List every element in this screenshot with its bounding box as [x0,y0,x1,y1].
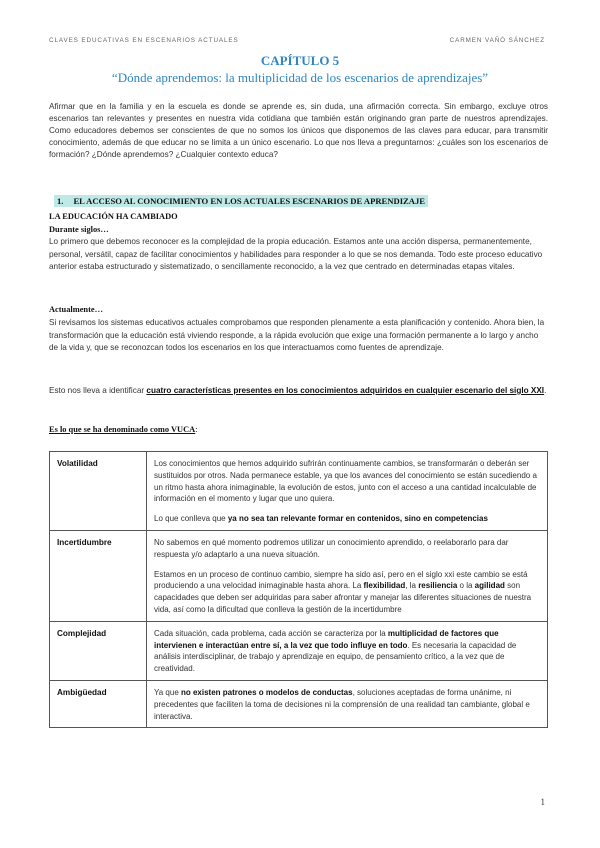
chapter-title: CAPÍTULO 5 [260,53,340,68]
description-paragraph [154,513,540,525]
description-paragraph [154,687,540,722]
section-heading-highlight [54,195,428,207]
bold-run: resiliencia [418,581,458,591]
text-run: o la [457,581,475,591]
description-cell [147,530,548,621]
bold-run: flexibilidad [363,581,406,591]
subheading: LA EDUCACIÓN HA CAMBIADO [49,212,178,221]
lead-paragraph [49,385,549,398]
table-row [50,621,548,680]
section-number: 1. [57,196,64,206]
text-run: Cada situación, cada problema, cada acción se caracteriza por la [154,628,388,638]
description-paragraph [154,628,540,675]
table-row [50,680,548,727]
lead-emphasis: cuatro características presentes en los conocimientos adquiridos en cualquier escenario del siglo XXI [146,386,545,395]
term-cell: Ambigüedad [50,680,147,727]
text-run: . Es necesaria la capacidad de análisis interdisciplinar, de trabajo y aprendizaje en equipo, de pensamiento crítico, a la vez que de creatividad. [154,640,517,674]
bold-run: ya no sea tan relevante formar en contenidos, sino en competencias [227,514,488,524]
term-cell: Complejidad [50,621,147,680]
text-run: , soluciones aceptadas de forma unánime, ni precedentes que faciliten la toma de decisiones ni la comprensión de una realidad tan cambiante, global e interactiva. [154,687,530,721]
description-paragraph: No sabemos en qué momento podremos utilizar un conocimiento aprendido, o reelaborarlo para dar respuesta y/o adaptarlo a una nueva situación. [154,537,509,559]
bold-run: agilidad [474,581,505,591]
text-run: Estamos en un proceso de continuo cambio, siempre ha sido así, pero en el siglo xxi este cambio se está produciendo a una velocidad inimaginable hasta ahora. La [154,569,528,591]
before-label: Durante siglos… [49,225,109,234]
description-paragraph [154,569,540,616]
description-cell [147,621,548,680]
lead-text: Esto nos lleva a identificar [49,386,147,395]
chapter-subtitle: “Dónde aprendemos: la multiplicidad de los escenarios de aprendizajes” [111,70,489,85]
term-cell: Incertidumbre [50,530,147,621]
term-cell: Volatilidad [50,452,147,531]
table-row [50,530,548,621]
page-number: 1 [540,797,545,807]
before-paragraph: Lo primero que debemos reconocer es la complejidad de la propia educación. Estamos ante una acción dispersa, permanentemente, personal, versátil, capaz de facilitar conocimientos y habilidades para responder a lo que se nos demanda. Todo este proceso educativo anterior estaba estructurado y sistematizado, o sencillamente reconocido, a la vez que centrado en determinadas etapas vitales. [49,237,543,271]
now-label: Actualmente… [49,305,103,314]
text-run: Lo que conlleva que [154,514,228,524]
vuca-heading-colon: : [195,425,198,434]
bold-run: no existen patrones o modelos de conductas [180,687,353,697]
text-run: son capacidades que deben ser adquiridas para saber afrontar y manejar las diferentes situaciones de nuestra vida, así como la dificultad que conlleva la gestión de la incertidumbre [154,581,532,614]
intro-paragraph: Afirmar que en la familia y en la escuela es donde se aprende es, sin duda, una afirmación correcta. Sin embargo, excluye otros escenarios tan relevantes y presentes en nuestra vida cotidiana que también están originando gran parte de nuestros aprendizajes. Como educadores debemos ser conscientes de que no somos los únicos que disponemos de las claves para educar, para transmitir conocimiento, además de que educar no se limita a un único escenario. Lo que nos lleva a preguntarnos: ¿cuáles son los escenarios de formación? ¿Dónde aprendemos? ¿Cualquier contexto educa? [49,102,548,160]
now-paragraph: Si revisamos los sistemas educativos actuales comprobamos que responden plenamente a esta planificación y contenido. Ahora bien, la transformación que la educación está viviendo responde, a la rápida evolución que exige una formación permanente a lo largo y ancho de la vida y, que se reconozcan todos los escenarios en los que interactuamos como fuentes de aprendizaje. [49,318,545,352]
bold-run: multiplicidad de factores que intervienen e interactúan entre sí, a la vez que todo influye en todo [154,628,499,650]
vuca-table [49,451,548,728]
section-heading [54,196,428,206]
description-cell [147,680,548,727]
description-paragraph: Los conocimientos que hemos adquirido sufrirán continuamente cambios, se transformarán o deberán ser sustituidos por otros. Nada permanece estable, ya que los avances del conocimiento se están sucediendo a un ritmo hasta ahora inimaginable, la evolución de estos, junto con el acceso a una cantidad incalculable de información en el momento y lugar que uno quiera. [154,459,537,504]
lead-end: . [544,386,547,395]
header-course-title: CLAVES EDUCATIVAS EN ESCENARIOS ACTUALES [49,37,239,44]
text-run: Ya que [154,687,181,697]
description-cell [147,452,548,531]
section-title: EL ACCESO AL CONOCIMIENTO EN LOS ACTUALES ESCENARIOS DE APRENDIZAJE [73,196,426,206]
text-run: , la [405,581,419,591]
vuca-heading [49,425,198,434]
table-row [50,452,548,531]
vuca-heading-text: Es lo que se ha denominado como VUCA [49,425,196,434]
header-author: CARMEN VAÑÓ SÁNCHEZ [449,37,545,44]
